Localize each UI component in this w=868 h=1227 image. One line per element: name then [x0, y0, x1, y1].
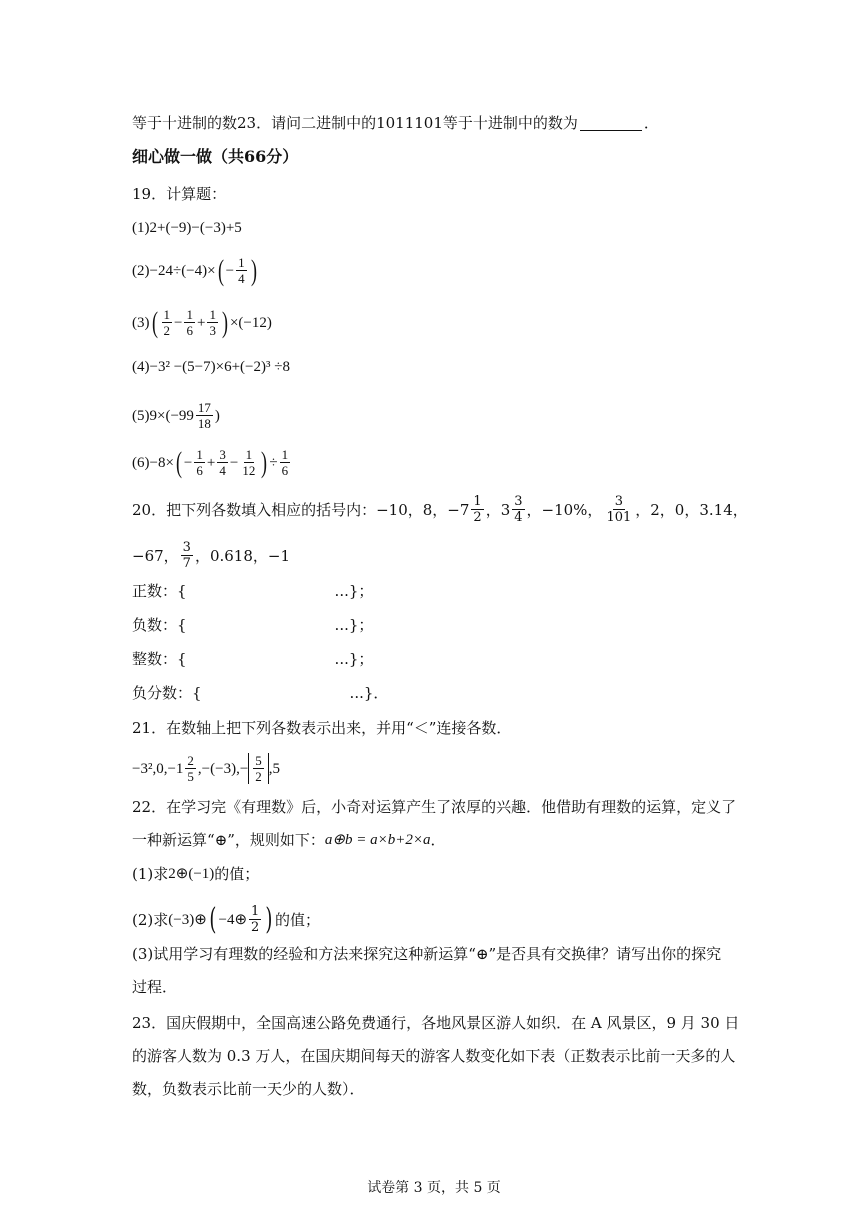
q23-line2: 的游客人数为 0.3 万人，在国庆期间每天的游客人数变化如下表（正数表示比前一天多的人 — [132, 1047, 736, 1065]
q20-negative-fraction[interactable]: 负分数：{ ...}． — [132, 684, 389, 702]
q19-part4: (4) −3² −(5−7)×6+(−2)³ ÷8 — [132, 359, 290, 375]
q21-title: 21．在数轴上把下列各数表示出来，并用“＜”连接各数． — [132, 719, 512, 737]
q21-expr: −3²,0,−1 $\frac{2}{5}$ ,−(−3),− $\frac{5}{2}$ ,5 — [132, 753, 281, 784]
q19-part3: (3) ( $\frac{1}{2}$ − $\frac{1}{6}$ + $\frac{1}{3}$ ) ×(−12) — [132, 305, 272, 339]
fraction: $\frac{1}{4}$ — [238, 255, 245, 286]
q20-negative[interactable]: 负数：{ ...}； — [132, 616, 374, 634]
q19-part5: (5) 9×(−99 $\frac{17}{18}$ ) — [132, 400, 220, 431]
q19-part6: (6) −8× ( − $\frac{1}{6}$ + $\frac{3}{4}$ − $\frac{1}{12}$ ) ÷ $\frac{1}{6}$ — [132, 445, 289, 479]
q19-part1: (1) 2+(−9)−(−3)+5 — [132, 220, 242, 236]
q22-part3-line2: 过程． — [132, 978, 178, 996]
q19-part2: (2) −24÷(−4)× ( − $\frac{1}{4}$ ) — [132, 253, 257, 287]
answer-blank[interactable] — [580, 116, 642, 131]
q19-title: 19．计算题： — [132, 185, 227, 203]
q20-line2: −67， $\frac{3}{7}$ ，0.618，−1 — [132, 540, 290, 571]
q20-positive[interactable]: 正数：{ ...}； — [132, 582, 374, 600]
q22-line1: 22．在学习完《有理数》后，小奇对运算产生了浓厚的兴趣．他借助有理数的运算，定义了 — [132, 798, 737, 816]
section-title: 细心做一做（共66分） — [132, 147, 299, 166]
q22-part3-line1: (3)试用学习有理数的经验和方法来探究这种新运算“⊕”是否具有交换律？请写出你的探究 — [132, 945, 722, 963]
q22-part2: (2)求 (−3)⊕ ( −4⊕ $\frac{1}{2}$ ) 的值； — [132, 901, 321, 937]
q23-line1: 23．国庆假期中，全国高速公路免费通行，各地风景区游人如织．在 A 风景区，9 月 30 日 — [132, 1014, 740, 1032]
q22-line2: 一种新运算“⊕”，规则如下： a⊕b = a×b+2×a ． — [132, 831, 446, 849]
page-footer: 试卷第 3 页，共 5 页 — [367, 1180, 501, 1196]
q20-intro: 20．把下列各数填入相应的括号内：−10，8，−7 $\frac{1}{2}$ ，3 $\frac{3}{4}$ ，−10%， $\frac{3}{101}$ ，2，0，3.14， — [132, 494, 748, 525]
q18-text: 等于十进制的数23．请问二进制中的1011101等于十进制中的数为 — [132, 114, 578, 132]
q22-part1: (1)求 2⊕(−1) 的值； — [132, 865, 260, 883]
q20-integer[interactable]: 整数：{ ...}； — [132, 650, 374, 668]
q23-line3: 数，负数表示比前一天少的人数）． — [132, 1080, 365, 1098]
q18-tail: 等于十进制的数23．请问二进制中的1011101等于十进制中的数为 ． — [132, 114, 659, 132]
